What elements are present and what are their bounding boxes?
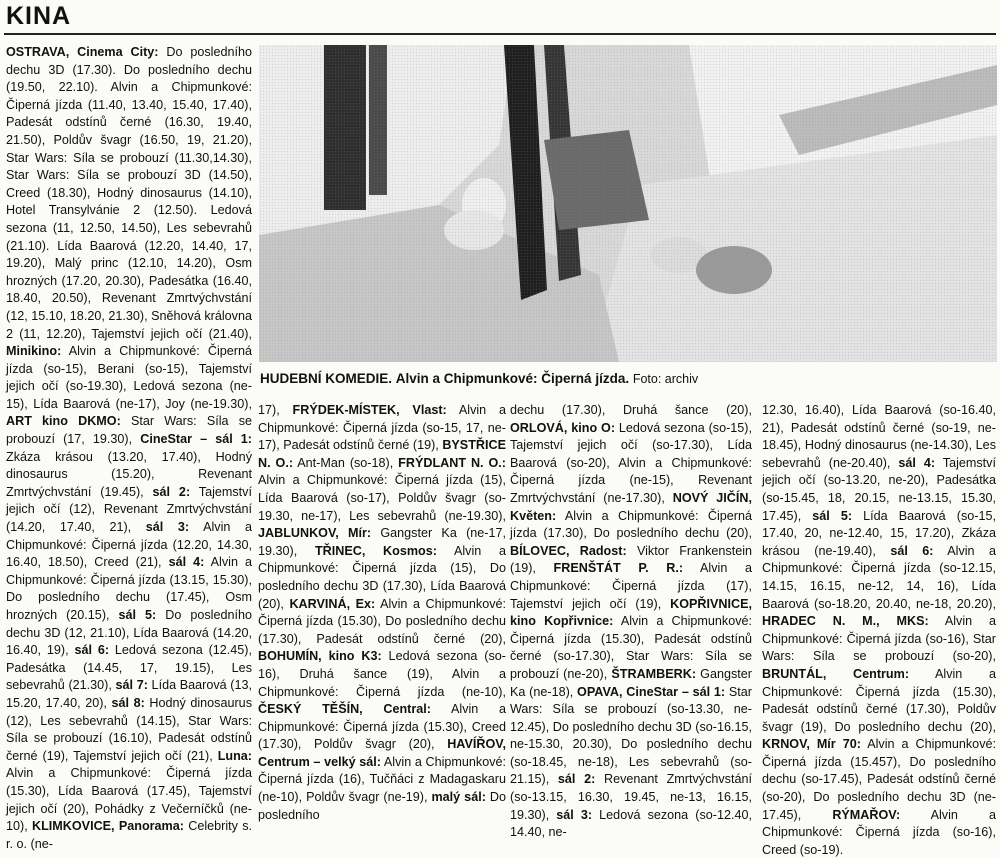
listing-text: Star Wars: Síla se probouzí (so-13.30, ne-12.45), Do posledního dechu 3D (so-16.15, ne-15.30, 20.30), Do posledního dechu (so-18.45, ne-18), Les sebevrahů (so-21.15), — [510, 684, 752, 787]
film-photo-graphic — [259, 45, 997, 362]
venue-heading: ORLOVÁ, kino O: — [510, 420, 616, 435]
listing-text: Alvin a Chipmunkové: Čiperná jízda (so-16), Star Wars: Síla se probouzí (so-20), — [762, 614, 996, 664]
venue-heading: KOPŘIVNICE, kino Kopřivnice: — [510, 596, 752, 629]
listing-text: Do posledního dechu 3D (17.30). Do posledního dechu (19.50, 22.10). Alvin a Chipmunkové: Čiperná jízda (11.40, 13.40, 15.40, 17.40), Padesát odstínů černé (16.30, 19.40, 21.50), Poldův švagr (16.50, 19, 21.20), Star Wars: Síla se probouzí (11.30,14.30), Star Wars: Síla se probouzí 3D (14.50), Creed (18.30), Hodný dinosaurus (14.10), Hotel Transylvánie 2 (12.50). Ledová sezona (11, 12.50, 14.50), Les sebevrahů (21.10). Lída Baarová (12.20, 14.40, 17, 19.20), Malý princ (12.10, 14.20), Osm hrozných (17.20, 20.30), Padesátka (16.40, 18.40, 20.50), Revenant Zmrtvýchvstání (12, 15.10, 18.20, 21.30), Sněhová královna 2 (11, 12.20), Tajemství jejich očí (21.40), — [6, 45, 252, 341]
listing-text: Alvin a Chipmunkové: Čiperná jízda (so-15), Berani (so-15), Tajemství jejich očí (so-19.30), Ledová sezona (ne-15), Lída Baarová (ne-17), Joy (ne-19.30), — [6, 344, 252, 411]
listing-column-1 — [6, 44, 253, 851]
listing-text: 12.30, 16.40), Lída Baarová (so-16.40, 21), Padesát odstínů černé (so-19, ne-18.45), Hodný dinosaurus (ne-14.30), Les sebevrahů (ne-20.40), — [762, 403, 996, 470]
listing-text: Star Wars: Síla se probouzí (17, 19.30), — [6, 414, 252, 447]
venue-heading: NOVÝ JIČÍN, Květen: — [510, 490, 752, 523]
listing-text: Ledová sezona (so-15), Tajemství jejich očí (so-17.30), Lída Baarová (so-20), Alvin a Chipmunkové: Čiperná jízda (ne-15), Revenant Zmrtvýchvstání (ne-17.30), — [510, 420, 752, 505]
listing-column-3 — [510, 402, 753, 840]
section-title: KINA — [6, 2, 72, 30]
title-rule — [4, 33, 996, 35]
listing-text: Zkáza krásou (13.20, 17.40), Hodný dinosaurus (15.20), Revenant Zmrtvýchvstání (19.45), — [6, 449, 252, 499]
venue-heading: sál 5: — [118, 608, 157, 622]
venue-heading: ŠTRAMBERK: — [611, 666, 697, 681]
venue-heading: sál 6: — [890, 543, 934, 558]
venue-heading: HRADEC N. M., MKS: — [762, 614, 929, 629]
venue-heading: BOHUMÍN, kino K3: — [258, 649, 382, 664]
listing-text: 17), — [258, 403, 293, 417]
venue-heading: sál 5: — [812, 508, 853, 523]
photo-caption — [260, 370, 996, 388]
listing-text: Alvin a Chipmunkové: Čiperná jízda (15.30), Creed (17.30), Poldův švagr (20), — [258, 702, 507, 752]
venue-heading: sál 3: — [145, 520, 190, 535]
venue-heading: KLIMKOVICE, Panorama: — [32, 819, 184, 834]
caption-credit: Foto: archiv — [632, 372, 699, 386]
venue-heading: BYSTŘICE N. O.: — [258, 438, 506, 470]
venue-heading: RÝMAŘOV: — [832, 807, 901, 822]
venue-heading: Minikino: — [6, 344, 62, 359]
venue-heading: ART kino DKMO: — [6, 414, 121, 429]
venue-heading: Luna: — [217, 748, 252, 763]
listing-text: Do posledního dechu 3D (12, 21.10), Lída Baarová (14.20, 16.40, 19), — [6, 608, 252, 658]
venue-heading: BRUNTÁL, Centrum: — [762, 666, 910, 681]
venue-heading: TŘINEC, Kosmos: — [314, 543, 437, 558]
listing-text: Alvin a Chipmunkové: Čiperná jízda (15.30), Lída Baarová (17.45), Tajemství jejich očí (20), Pohádky z Večerníčků (ne-10), — [6, 766, 252, 834]
venue-heading: sál 8: — [111, 695, 145, 710]
venue-heading: sál 4: — [168, 555, 205, 570]
listing-text: Alvin a Chipmunkové: Čiperná jízda (12.20, 14.30, 16.40, 18.50), Creed (21), — [6, 520, 252, 570]
listing-column-2 — [258, 402, 507, 822]
venue-heading: FRÝDEK-MÍSTEK, Vlast: — [292, 403, 447, 417]
listing-text: Viktor Frankenstein (19), — [510, 543, 753, 576]
listing-text: Alvin a Chipmunkové: Čiperná jízda (15), Do posledního dechu 3D (17.30), Lída Baarová (20), — [258, 543, 506, 611]
venue-heading: KARVINÁ, Ex: — [289, 596, 376, 611]
venue-heading: CineStar – sál 1: — [140, 432, 253, 447]
listing-text: Alvin a Chipmunkové: Čiperná jízda (15.30), Padesát odstínů černé (so-17.30), Star Wars: Síla se probouzí (ne-20), — [510, 614, 753, 681]
venue-heading: malý sál: — [431, 790, 486, 805]
listing-text: Ledová sezona (so-16), Druhá šance (19), Alvin a Chipmunkové: Čiperná jízda (ne-10), — [258, 649, 506, 699]
venue-heading: KRNOV, Mír 70: — [762, 737, 861, 752]
listing-text: Revenant Zmrtvýchvstání (so-13.15, 16.30, 19.45, ne-13, 16.15, 19.30), — [510, 772, 752, 822]
venue-heading: sál 2: — [557, 772, 596, 787]
listing-text: Alvin a Chipmunkové: Čiperná jízda (15.30), Padesát odstínů černé (17.30), Poldův švagr (19), Do posledního dechu (20), — [762, 666, 996, 734]
venue-heading: sál 2: — [152, 484, 191, 499]
listing-text: Ant-Man (so-18), — [293, 455, 399, 470]
venue-heading: FRÝDLANT N. O.: — [398, 455, 506, 470]
listing-text: Lída Baarová (so-15, 17.40, 20, ne-12.40, 15, 17.20), Zkáza krásou (ne-19.40), — [762, 508, 996, 558]
listing-text: Hodný dinosaurus (12), Les sebevrahů (14.15), Star Wars: Síla se probouzí (16.10), Padesát odstínů černé (19), Tajemství jejich očí (21), — [6, 695, 252, 763]
listing-text: Lída Baarová (13, 15.20, 17.40, 20), — [6, 678, 252, 710]
caption-film: Alvin a Chipmunkové: Čiperná jízda. — [395, 371, 630, 386]
venue-heading: FRENŠTÁT P. R.: — [553, 561, 684, 576]
venue-heading: JABLUNKOV, Mír: — [258, 526, 372, 541]
listing-text: Alvin a Chipmunkové: Čiperná jízda (17.30), Do posledního dechu (20), — [510, 508, 752, 541]
listing-text: Gangster Ka (ne-18), — [510, 666, 752, 699]
venue-heading: sál 4: — [898, 455, 936, 470]
listing-text: Celebrity s. r. o. (ne- — [6, 819, 252, 851]
venue-heading: sál 6: — [74, 643, 110, 658]
film-photo — [259, 45, 997, 362]
listing-text: Alvin a Chipmunkové: Čiperná jízda (15.30), Do posledního dechu (17.30), Padesát odstínů černé (20), — [258, 596, 506, 646]
caption-label: HUDEBNÍ KOMEDIE. — [260, 371, 393, 386]
listing-text: Alvin a Chipmunkové: Čiperná jízda (so-12.15, 14.15, 16.15, ne-12, 14, 16), Lída Baarová (so-18.20, 20.40, ne-18, 20.20), — [762, 543, 996, 611]
listing-text: Ledová sezona (12.45), Padesátka (14.45, 17, 19.15), Les sebevrahů (21.30), — [6, 643, 252, 693]
listing-text: Alvin a Chipmunkové: Čiperná jízda (16), Tučňáci z Madagaskaru (ne-10), Poldův švagr (ne-19), — [258, 754, 507, 805]
venue-heading: sál 3: — [556, 807, 593, 822]
listing-text: Alvin a Chipmunkové: Čiperná jízda (15.457), Do posledního dechu (so-17.45), Padesát odstínů černé (so-20), Do posledního dechu 3D (ne-17.45), — [762, 737, 996, 822]
listing-text: Gangster Ka (ne-17, 19.30), — [258, 526, 507, 558]
listing-text: Tajemství jejich očí (so-13.20, ne-20), Padesátka (so-15.45, 18, 20.15, ne-13.15, 15.30, 17.45), — [762, 455, 996, 523]
listing-text: Alvin a Chipmunkové: Čiperná jízda (so-16), Creed (so-19). — [762, 807, 996, 857]
listing-text: Alvin a Chipmunkové: Čiperná jízda (17), Tajemství jejich očí (19), — [510, 561, 752, 611]
venue-heading: BÍLOVEC, Radost: — [510, 543, 627, 558]
listing-text: Alvin a Chipmunkové: Čiperná jízda (15), Lída Baarová (so-17), Poldův švagr (so-19.30, ne-17), Les sebevrahů (ne-19.30), — [258, 473, 506, 523]
venue-heading: sál 7: — [115, 678, 148, 693]
venue-heading: ČESKÝ TĚŠÍN, Central: — [258, 702, 431, 717]
venue-heading: OPAVA, CineStar – sál 1: — [577, 684, 726, 699]
venue-heading: HAVÍŘOV, Centrum – velký sál: — [258, 737, 506, 769]
listing-text: Tajemství jejich očí (12), Revenant Zmrtvýchvstání (14.20, 17.40, 21), — [6, 484, 252, 535]
venue-heading: OSTRAVA, Cinema City: — [6, 45, 159, 59]
listing-column-4 — [762, 402, 996, 857]
listing-text: Alvin a Chipmunkové: Čiperná jízda (13.15, 15.30), Do posledního dechu (17.45), Osm hrozných (20.15), — [6, 555, 252, 622]
listing-text: Alvin a Chipmunkové: Čiperná jízda (so-15, 17, ne-17), Padesát odstínů černé (19), — [258, 403, 507, 453]
listing-text: Do posledního — [258, 790, 506, 822]
listing-text: Ledová sezona (so-12.40, 14.40, ne- — [510, 807, 752, 840]
listing-text: dechu (17.30), Druhá šance (20), — [510, 403, 752, 417]
